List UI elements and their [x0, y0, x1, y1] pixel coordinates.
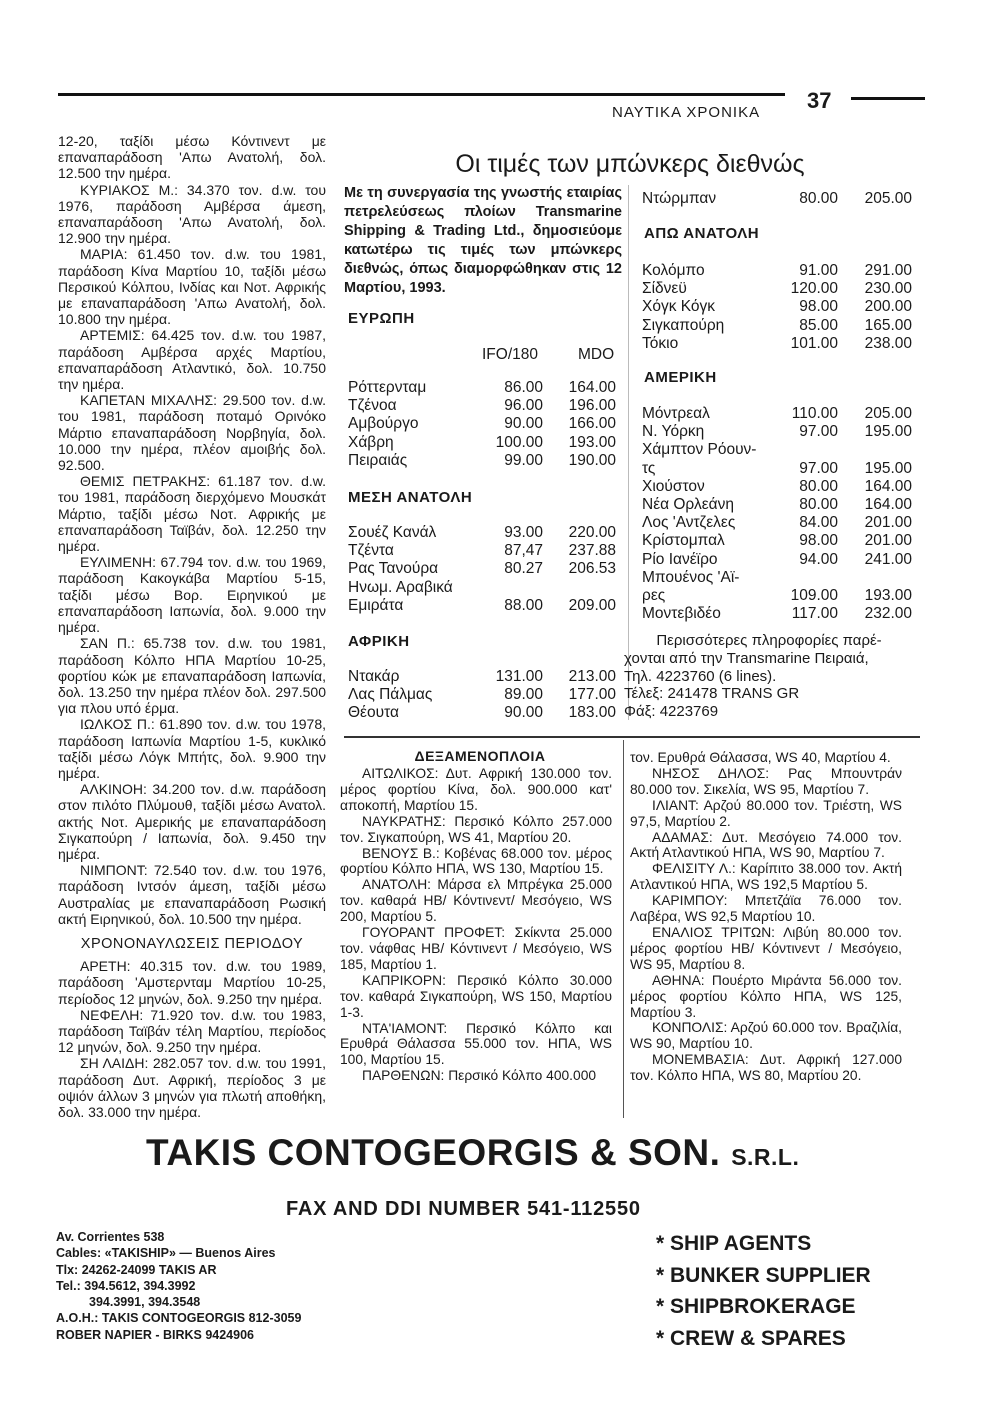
- address-line: Cables: «TAKISHIP» — Buenos Aires: [56, 1246, 276, 1261]
- mdo-price: 195.00: [864, 459, 912, 477]
- port-name: Θέουτα: [348, 704, 399, 722]
- address-block: [56, 1229, 396, 1343]
- tanker-entry: ΕΝΑΛΙΟΣ ΤΡΙΤΩΝ: Λιβύη 80.000 τον. μέρος φορτίου HB/ Κόντινεντ / Μεσόγειο, WS 95, Μαρτίου 8.: [630, 924, 902, 972]
- mdo-price: 200.00: [864, 298, 912, 316]
- mideast-heading: ΜΕΣΗ ΑΝΑΤΟΛΗ: [348, 489, 473, 506]
- ifo-price: 80.00: [799, 477, 838, 495]
- mdo-price: 164.00: [864, 477, 912, 495]
- services-list: [656, 1228, 956, 1354]
- ifo-price: 94.00: [799, 550, 838, 568]
- port-name: Χάμπτον Ρόουν-: [642, 441, 757, 459]
- price-row: [348, 686, 616, 704]
- price-row: [348, 579, 616, 597]
- price-row: [348, 452, 616, 470]
- price-row: [642, 335, 912, 353]
- tanker-entry: ΙΛΙΑΝΤ: Αρζού 80.000 τον. Τριέστη, WS 97,5, Μαρτίου 2.: [630, 797, 902, 829]
- header-rule-left: [58, 93, 785, 96]
- mdo-price: 238.00: [864, 334, 912, 352]
- company-name: [146, 1132, 799, 1174]
- mdo-price: 183.00: [568, 704, 616, 722]
- port-name: Ηνωμ. Αραβικά: [348, 578, 453, 596]
- charter-paragraph: ΑΛΚΙΝΟΗ: 34.200 τον. d.w. παράδοση στον πιλότο Πλύμουθ, ταξίδι μέσω Ανατολ. ακτής Νοτ. Αμερικής με επαναπαράδοση Σιγκαπούρη / Ιαπωνία, δολ. 9.450 την ημέρα.: [58, 781, 326, 862]
- port-name: Λας Πάλμας: [348, 686, 433, 704]
- mdo-price: 193.00: [864, 587, 912, 604]
- price-row: [348, 379, 616, 397]
- publication-name: ΝΑΥΤΙΚΑ ΧΡΟΝΙΚΑ: [612, 104, 761, 121]
- ifo-price: 98.00: [799, 298, 838, 316]
- page-number: 37: [807, 88, 832, 113]
- price-row: [642, 569, 912, 587]
- tanker-entry: ΦΕΛΙΣΙΤΥ Λ.: Καρίπιτο 38.000 τον. Ακτή Ατλαντικού ΗΠΑ, WS 192,5 Μαρτίου 5.: [630, 861, 902, 893]
- price-row: [642, 478, 912, 496]
- mdo-price: 201.00: [864, 514, 912, 532]
- port-name: Πειραιάς: [348, 451, 408, 469]
- mdo-price: 190.00: [568, 451, 616, 469]
- tanker-entry: ΝΗΣΟΣ ΔΗΛΟΣ: Ρας Μπουντράν 80.000 τον. Σικελία, WS 95, Μαρτίου 7.: [630, 765, 902, 797]
- price-row: [642, 298, 912, 316]
- mdo-price: 177.00: [568, 686, 616, 704]
- charter-paragraphs: [58, 133, 326, 927]
- mdo-price: 166.00: [568, 415, 616, 433]
- mdo-price: 206.53: [568, 560, 616, 578]
- tanker-entry: ΑΙΤΩΛΙΚΟΣ: Δυτ. Αφρική 130.000 τον. μέρος φορτίου Κίνα, δολ. 900.000 κατ' αποκοπή, Μαρτίου 15.: [340, 766, 612, 813]
- price-row: [348, 434, 616, 452]
- mdo-price: 195.00: [864, 423, 912, 441]
- fareast-heading: ΑΠΩ ΑΝΑΤΟΛΗ: [644, 225, 760, 242]
- port-name: Αμβούργο: [348, 415, 419, 433]
- port-name: Ντακάρ: [348, 668, 400, 685]
- port-name: Λος 'Αντζελες: [642, 514, 736, 532]
- service-item: * SHIP AGENTS: [656, 1232, 812, 1255]
- charter-paragraph: ΜΑΡΙΑ: 61.450 τον. d.w. του 1981, παράδοση Κίνα Μαρτίου 10, ταξίδι μέσω Περσικού Κόλπου, Ινδίας και Νοτ. Αφρικής με επαναπαράδοση 'Απω Ανατολή, δολ. 10.800 την ημέρα.: [58, 246, 326, 328]
- ifo-price: 80.27: [504, 560, 543, 578]
- mdo-price: 164.00: [864, 496, 912, 513]
- ifo-price: 91.00: [799, 262, 838, 279]
- price-row: [348, 560, 616, 578]
- price-row: [348, 668, 616, 686]
- mdo-price: 241.00: [864, 550, 912, 568]
- address-line: Tel.: 394.5612, 394.3992: [56, 1278, 196, 1293]
- port-name: Ρίο Ιανέϊρο: [642, 550, 718, 568]
- ifo-price: 97.00: [799, 459, 838, 477]
- mdo-price: 213.00: [568, 668, 616, 685]
- charter-paragraph: ΝΙΜΠΟΝΤ: 72.540 τον. d.w. του 1976, παράδοση Ιντσόν άμεση, ταξίδι μέσω Αυστραλίας με επαναπαράδοση Ρωσική ακτή Ειρηνικού, δολ. 10.500 την ημέρα.: [58, 862, 326, 927]
- ifo-price: 131.00: [495, 668, 543, 685]
- bunkers-intro: Με τη συνεργασία της γνωστής εταιρίας πετρελεύσεως πλοίων Transmarine Shipping & Trading Ltd., δημοσιεύομε κατωτέρω τις τιμές των μπώνκερς διεθνώς, όπως διαμορφώθηκαν στις 12 Μαρτίου, 1993.: [344, 185, 622, 296]
- tanker-entry: ΠΑΡΘΕΝΩΝ: Περσικό Κόλπο 400.000: [362, 1068, 597, 1084]
- price-row: [642, 280, 912, 298]
- ifo-price: 88.00: [504, 596, 543, 614]
- europe-heading: ΕΥΡΩΠΗ: [348, 310, 415, 327]
- charter-paragraph: ΚΥΡΙΑΚΟΣ Μ.: 34.370 τον. d.w. του 1976, παράδοση Αμβέρσα άμεση, επαναπαράδοση 'Απω Ανατολή, δολ. 12.900 την ημέρα.: [58, 181, 326, 247]
- tanker-entry: ΑΔΑΜΑΣ: Δυτ. Μεσόγειο 74.000 τον. Ακτή Ατλαντικού ΗΠΑ, WS 90, Μαρτίου 7.: [630, 829, 902, 861]
- charter-paragraph: ΘΕΜΙΣ ΠΕΤΡΑΚΗΣ: 61.187 τον. d.w. του 1981, παράδοση διερχόμενο Μουσκάτ Μάρτιο, ταξίδι μέσω Νοτ. Αφρικής με επαναπαράδοση Ταϊβάν, δολ. 12.250 την ημέρα.: [58, 473, 326, 555]
- mdo-price: 237.88: [568, 542, 616, 560]
- port-name: Μοντεβιδέο: [642, 605, 721, 623]
- period-heading: ΧΡΟΝΟΝΑΥΛΩΣΕΙΣ ΠΕΡΙΟΔΟΥ: [80, 935, 304, 952]
- price-row: [642, 441, 912, 459]
- mdo-price: 291.00: [864, 262, 912, 279]
- port-name: Σιγκαπούρη: [642, 316, 725, 334]
- info-line: χονται από την Transmarine Πειραιά,: [624, 649, 869, 667]
- price-row: [642, 496, 912, 514]
- info-line: Τηλ. 4223760 (6 lines).: [624, 667, 777, 685]
- charter-paragraph: ΙΩΛΚΟΣ Π.: 61.890 τον. d.w. του 1978, παράδοση Ιαπωνία Μαρτίου 1-5, κυκλικό ταξίδι μέσω Λόγκ Μπήτς, δολ. 9.900 την ημέρα.: [58, 716, 326, 781]
- ifo-price: 98.00: [799, 532, 838, 550]
- mdo-price: 230.00: [864, 280, 912, 298]
- mdo-price: 193.00: [568, 433, 616, 451]
- tanker-entry: ΜΟΝΕΜΒΑΣΙΑ: Δυτ. Αφρική 127.000 τον. Κόλπο ΗΠΑ, WS 80, Μαρτίου 20.: [630, 1052, 902, 1084]
- price-row: [642, 532, 912, 550]
- price-row: [642, 587, 912, 605]
- tanker-entry: ΚΑΡΙΜΠΟΥ: Μπετζάϊα 76.000 τον. Λαβέρα, WS 92,5 Μαρτίου 10.: [630, 893, 902, 925]
- price-row: [348, 542, 616, 560]
- ifo-price: 99.00: [504, 451, 543, 469]
- price-row: [642, 605, 912, 623]
- tanker-entry: ΝΑΥΚΡΑΤΗΣ: Περσικό Κόλπο 257.000 τον. Σιγκαπούρη, WS 41, Μαρτίου 20.: [340, 813, 612, 845]
- price-row: [348, 415, 616, 433]
- ifo-price: 117.00: [791, 605, 838, 623]
- ifo-price: 85.00: [799, 316, 838, 334]
- port-name: Σίδνεϋ: [642, 280, 687, 298]
- period-paragraph: ΑΡΕΤΗ: 40.315 τον. d.w. του 1989, παράδοση 'Αμστερνταμ Μαρτίου 10-25, περίοδος 12 μηνών, δολ. 9.250 την ημέρα.: [58, 958, 326, 1007]
- port-name: Χόγκ Κόγκ: [642, 298, 716, 316]
- port-name: Χάβρη: [348, 433, 394, 451]
- tanker-entry: ΒΕΝΟΥΣ Β.: Κοβένας 68.000 τον. μέρος φορτίου Κόλπο ΗΠΑ, WS 130, Μαρτίου 15.: [340, 845, 612, 877]
- ifo-price: 89.00: [504, 686, 543, 704]
- charter-paragraph: 12-20, ταξίδι μέσω Κόντινεντ με επαναπαράδοση 'Απω Ανατολή, δολ. 12.500 την ημέρα.: [58, 133, 326, 182]
- port-name: Ντώρμπαν: [642, 190, 717, 207]
- address-line: 394.3991, 394.3548: [89, 1295, 201, 1310]
- ifo-price: 100.00: [495, 433, 543, 451]
- ifo-price: 90.00: [504, 415, 543, 433]
- tanker-entry: ΑΝΑΤΟΛΗ: Μάρσα ελ Μπρέγκα 25.000 τον. καθαρά HB/ Κόντινεντ/ Μεσόγειο, WS 200, Μαρτίου 5.: [340, 877, 612, 925]
- port-name: ρες: [642, 587, 666, 604]
- transmarine-info: [624, 632, 914, 721]
- mdo-price: 201.00: [864, 532, 912, 550]
- price-row: [642, 317, 912, 335]
- bunkers-title: Οι τιμές των μπώνκερς διεθνώς: [455, 150, 805, 178]
- tankers-column-1: [340, 766, 612, 1084]
- port-name: Κρίστομπαλ: [642, 532, 725, 550]
- charter-paragraph: ΑΡΤΕΜΙΣ: 64.425 τον. d.w. του 1987, παράδοση Αμβέρσα αρχές Μαρτίου, επαναπαράδοση Ατλαντικό, δολ. 10.750 την ημέρα.: [58, 327, 326, 393]
- price-row: [348, 704, 616, 722]
- tanker-entry: ΚΑΠΡΙΚΟΡΝ: Περσικό Κόλπο 30.000 τον. καθαρά Σιγκαπούρη, WS 150, Μαρτίου 1-3.: [340, 972, 612, 1020]
- tanker-entry: ΚΟΝΠΟΛΙΣ: Αρζού 60.000 τον. Βραζιλία, WS 90, Μαρτίου 10.: [630, 1020, 902, 1052]
- ifo-price: 80.00: [799, 496, 838, 513]
- port-name: Ρας Τανούρα: [348, 560, 439, 578]
- ifo-price: 86.00: [504, 379, 543, 396]
- price-row: [642, 460, 912, 478]
- mdo-price: 196.00: [568, 397, 616, 415]
- left-column: [58, 133, 326, 1120]
- port-name: Ρόττερνταμ: [348, 379, 427, 396]
- tankers-divider: [623, 740, 624, 1118]
- col-ifo-header: IFO/180: [482, 346, 538, 363]
- ifo-price: 101.00: [790, 334, 838, 352]
- tanker-entry: τον. Ερυθρά Θάλασσα, WS 40, Μαρτίου 4.: [630, 750, 891, 765]
- period-paragraph: ΝΕΦΕΛΗ: 71.920 τον. d.w. του 1983, παράδοση Ταϊβάν τέλη Μαρτίου, περίοδος 12 μηνών, δολ. 9.250 την ημέρα.: [58, 1006, 326, 1056]
- tanker-entry: ΓΟΥΟΡΑΝΤ ΠΡΟΦΕΤ: Σκίκντα 25.000 τον. νάφθας HB/ Κόντινεντ / Μεσόγειο, WS 185, Μαρτίου 1.: [340, 925, 612, 972]
- info-line: Τέλεξ: 241478 TRANS GR: [624, 685, 800, 703]
- port-name: Κολόμπο: [642, 262, 705, 279]
- port-name: Τόκιο: [642, 334, 679, 352]
- ifo-price: 110.00: [791, 405, 838, 422]
- company-name-text: TAKIS CONTOGEORGIS & SON.: [146, 1132, 721, 1173]
- price-row: [348, 524, 616, 542]
- price-row: [642, 190, 912, 208]
- price-row: [642, 514, 912, 532]
- ifo-price: 84.00: [799, 514, 838, 532]
- charter-paragraph: ΣΑΝ Π.: 65.738 τον. d.w. του 1981, παράδοση Κόλπο ΗΠΑ Μαρτίου 10-25, φορτίου κώκ με επαναπαράδοση Ιαπωνία, δολ. 13.250 την ημέρα πλέον δολ. 297.500 για πλου υπό έρμα.: [58, 635, 326, 717]
- ifo-price: 87,47: [504, 542, 543, 560]
- port-name: Μόντρεαλ: [642, 405, 710, 422]
- tankers-rule: [344, 736, 920, 738]
- period-paragraph: ΣΗ ΛΑΙΔΗ: 282.057 τον. d.w. του 1991, παράδοση Δυτ. Αφρική, περίοδος 3 με οψιόν άλλων 3 μηνών για πλωτή αποθήκη, δολ. 33.000 την ημέρα.: [58, 1055, 326, 1120]
- price-row: [642, 423, 912, 441]
- price-row: [642, 262, 912, 280]
- header-rule-right: [851, 97, 925, 100]
- ifo-price: 90.00: [504, 704, 543, 722]
- ifo-price: 97.00: [799, 423, 838, 441]
- service-item: * BUNKER SUPPLIER: [656, 1263, 871, 1287]
- mdo-price: 232.00: [864, 605, 912, 623]
- ifo-price: 93.00: [504, 524, 543, 541]
- mdo-price: 165.00: [864, 316, 912, 334]
- charter-paragraph: ΚΑΠΕΤΑΝ ΜΙΧΑΛΗΣ: 29.500 τον. d.w. του 1981, παράδοση ποταμό Ορινόκο Μάρτιο επαναπαράδοση Νορβηγία, δολ. 10.000 την ημέρα, πλέον αμοιβής δολ. 92.500.: [58, 392, 326, 474]
- charter-paragraph: ΕΥΛΙΜΕΝΗ: 67.794 τον. d.w. του 1969, παράδοση Κακογκάβα Μαρτίου 5-15, ταξίδι μέσω Βορ. Ειρηνικού με επαναπαράδοση Ιαπωνία, δολ. 9.000 την ημέρα.: [58, 554, 326, 636]
- mdo-price: 205.00: [864, 190, 912, 207]
- service-item: * CREW & SPARES: [656, 1326, 846, 1350]
- price-row: [642, 405, 912, 423]
- america-heading: ΑΜΕΡΙΚΗ: [644, 369, 717, 386]
- port-name: Χιούστον: [642, 477, 705, 495]
- port-name: Ν. Υόρκη: [642, 423, 705, 441]
- mdo-price: 164.00: [568, 379, 616, 396]
- mdo-price: 220.00: [568, 524, 616, 541]
- mdo-price: 209.00: [568, 596, 616, 614]
- ifo-price: 120.00: [790, 280, 838, 298]
- address-line: Av. Corrientes 538: [56, 1230, 165, 1244]
- port-name: Νέα Ορλεάνη: [642, 496, 734, 513]
- address-line: ROBER NAPIER - BIRKS 9424906: [56, 1327, 254, 1342]
- mdo-price: 205.00: [864, 405, 912, 422]
- port-name: Τζένοα: [348, 397, 397, 415]
- africa-heading: ΑΦΡΙΚΗ: [348, 633, 410, 650]
- info-line: Περισσότερες πληροφορίες παρέ-: [656, 632, 882, 649]
- col-mdo-header: MDO: [578, 346, 615, 363]
- tanker-entry: ΝΤΑ'ΙΑΜΟΝΤ: Περσικό Κόλπο και Ερυθρά Θάλασσα 55.000 τον. ΗΠΑ, WS 100, Μαρτίου 15.: [340, 1020, 612, 1068]
- price-row: [642, 551, 912, 569]
- port-name: Τζέντα: [348, 542, 394, 560]
- port-name: Εμιράτα: [348, 596, 404, 614]
- tankers-heading: ΔΕΞΑΜΕΝΟΠΛΟΙΑ: [414, 748, 546, 764]
- company-suffix: S.R.L.: [731, 1144, 800, 1170]
- price-row: [348, 597, 616, 615]
- ifo-price: 109.00: [790, 587, 838, 604]
- tankers-column-2: [630, 750, 902, 1084]
- address-line: A.O.H.: TAKIS CONTOGEORGIS 812-3059: [56, 1311, 302, 1326]
- tanker-entry: ΑΘΗΝΑ: Πουέρτο Μιράντα 56.000 τον. μέρος φορτίου Κόλπο ΗΠΑ, WS 125, Μαρτίου 3.: [630, 972, 902, 1020]
- ifo-price: 96.00: [504, 397, 543, 415]
- service-item: * SHIPBROKERAGE: [656, 1295, 856, 1318]
- ifo-price: 80.00: [799, 190, 838, 207]
- port-name: τς: [642, 459, 656, 477]
- info-line: Φάξ: 4223769: [624, 703, 719, 721]
- port-name: Μπουένος 'Αϊ-: [642, 568, 740, 586]
- price-row: [348, 397, 616, 415]
- fax-line: FAX AND DDI NUMBER 541-112550: [286, 1198, 641, 1220]
- port-name: Σουέζ Κανάλ: [348, 524, 437, 541]
- period-paragraphs: [58, 958, 326, 1120]
- address-line: Tlx: 24262-24099 TAKIS AR: [56, 1262, 217, 1277]
